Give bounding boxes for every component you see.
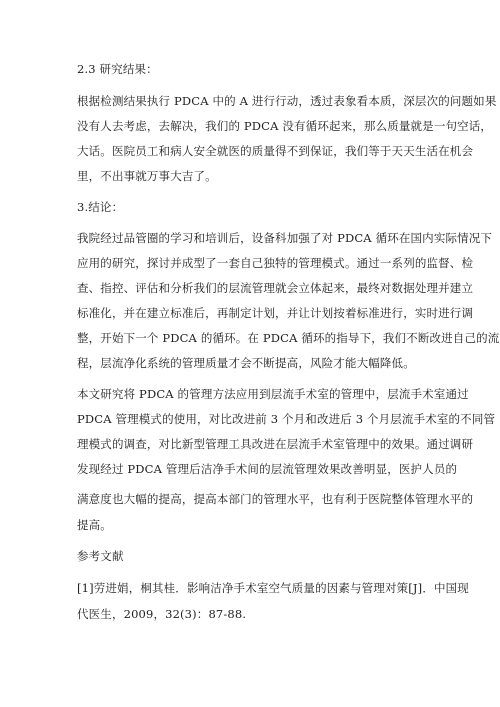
- paragraph-line: 应用的研究，探讨并成型了一套自己独特的管理模式。通过一系列的监督、检: [77, 256, 474, 270]
- paragraph-line: 提高。: [77, 518, 112, 532]
- paragraph-line: 根据检测结果执行 PDCA 中的 A 进行行动，透过表象看本质，深层次的问题如果: [77, 94, 497, 108]
- paragraph-line: 程，层流净化系统的管理质量才会不断提高，风险才能大幅降低。: [77, 356, 415, 370]
- reference-item: 代医生，2009，32(3)：87-88.: [77, 607, 247, 621]
- paragraph-line: 大话。医院员工和病人安全就医的质量得不到保证，我们等于天天生活在机会: [77, 144, 474, 158]
- paragraph-line: 满意度也大幅的提高，提高本部门的管理水平，也有利于医院整体管理水平的: [77, 492, 474, 506]
- paragraph-line: 我院经过品管圈的学习和培训后，设备科加强了对 PDCA 循环在国内实际情况下: [77, 231, 493, 245]
- paragraph-line: 查、指控、评估和分析我们的层流管理就会立体起来，最终对数据处理并建立: [77, 281, 474, 295]
- paragraph-line: 发现经过 PDCA 管理后洁净手术间的层流管理效果改善明显，医护人员的: [77, 462, 458, 476]
- section-heading-conclusion: 3.结论：: [77, 200, 124, 214]
- reference-item: [1]劳进娟，桐其桂．影响洁净手术室空气质量的因素与管理对策[J]．中国现: [77, 581, 469, 595]
- paragraph-line: 没有人去考虑，去解决，我们的 PDCA 没有循环起来，那么质量就是一句空话，: [77, 119, 493, 133]
- paragraph-line: 整，开始下一个 PDCA 的循环。在 PDCA 循环的指导下，我们不断改进自己的流: [77, 331, 500, 345]
- references-heading: 参考文献: [77, 549, 124, 563]
- paragraph-line: PDCA 管理模式的使用，对比改进前 3 个月和改进后 3 个月层流手术室的不同管: [77, 412, 496, 426]
- paragraph-line: 理模式的调查，对比新型管理工具改进在层流手术室管理中的效果。通过调研: [77, 437, 474, 451]
- section-heading-results: 2.3 研究结果：: [77, 62, 158, 76]
- paragraph-line: 本文研究将 PDCA 的管理方法应用到层流手术室的管理中，层流手术室通过: [77, 387, 469, 401]
- paragraph-line: 里，不出事就万事大吉了。: [77, 169, 217, 183]
- paragraph-line: 标准化，并在建立标准后，再制定计划，并让计划按着标准进行，实时进行调: [77, 306, 474, 320]
